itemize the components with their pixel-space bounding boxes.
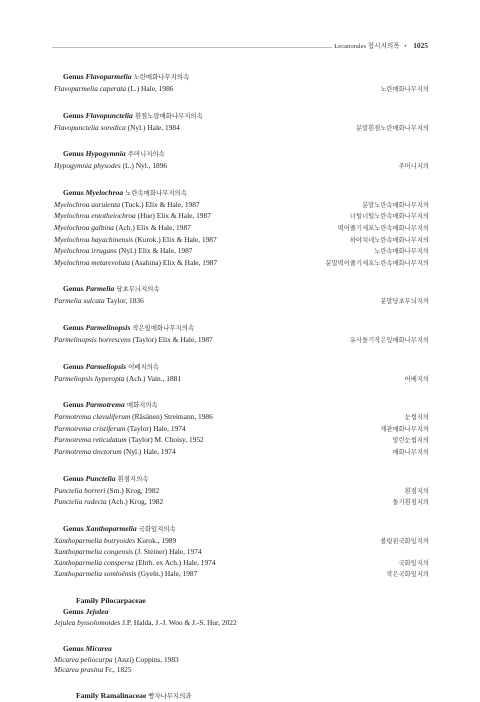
species-author: (Asahina) Elix & Hale, 1987 — [130, 257, 218, 267]
genus-name: Parmelinopsis — [85, 322, 131, 332]
family-heading — [54, 690, 429, 702]
genus-prefix: Genus — [63, 149, 84, 159]
species-author: (Anzi) Coppins, 1983 — [112, 654, 179, 664]
species-list — [54, 71, 429, 702]
genus-korean-name: 매화지의속 — [126, 401, 158, 410]
species-row — [54, 258, 429, 270]
species-author: (Nyl.) Hale, 1984 — [125, 122, 180, 132]
species-name: Parmotrema cristiferum — [54, 423, 126, 433]
genus-korean-name: 노란매화나무지의속 — [133, 73, 190, 81]
genus-section — [54, 283, 429, 308]
species-row — [54, 435, 429, 447]
species-entry — [54, 223, 191, 234]
genus-section — [54, 71, 429, 96]
genus-heading — [54, 71, 429, 83]
species-entry — [54, 235, 217, 246]
species-entry — [54, 435, 204, 446]
species-author: J.P. Halda, J.-J. Woo & J.-S. Hur, 2022 — [120, 618, 237, 628]
genus-korean-name: 어베지의속 — [128, 362, 159, 371]
species-entry — [54, 665, 132, 676]
species-name: Flavopunctelia soredica — [54, 122, 126, 132]
species-name: Parmeliopsis hyperopta — [54, 373, 125, 383]
species-row — [54, 374, 429, 386]
genus-section — [54, 473, 429, 509]
genus-heading — [54, 643, 429, 654]
genus-heading — [54, 110, 429, 122]
species-row — [54, 665, 429, 676]
species-entry — [54, 618, 237, 629]
species-name: Xanthoparmelia botryoides — [54, 535, 136, 545]
genus-name: Xanthoparmelia — [85, 523, 137, 533]
genus-section — [54, 322, 429, 347]
species-name: Parmotrema reticulatum — [54, 435, 127, 445]
species-name: Parmotrema clavuliferum — [54, 412, 131, 422]
species-row — [54, 123, 429, 135]
genus-korean-name: 노란속매화나무지의속 — [125, 188, 187, 197]
species-row — [54, 200, 429, 212]
species-author: Kurok., 1989 — [135, 535, 177, 545]
species-entry — [54, 497, 163, 508]
family-heading: Family Pilocarpaceae — [76, 596, 146, 606]
species-row — [54, 211, 429, 223]
genus-korean-name: 국화잎지의속 — [138, 524, 176, 533]
species-korean-name: 눈썹지의 — [404, 414, 429, 422]
genus-name: Flavoparmelia — [85, 72, 132, 81]
species-name: Hypogymnia physodes — [54, 161, 121, 171]
species-name: Myelochroa irrugans — [54, 246, 117, 256]
genus-name: Flavopunctelia — [85, 110, 133, 120]
genus-name: Myelochroa — [85, 187, 124, 197]
species-name: Myelochroa hayachinensis — [54, 234, 134, 244]
species-name: Xanthoparmelia congensis — [54, 547, 134, 557]
genus-prefix: Genus — [63, 187, 84, 197]
species-author: (Räsänen) Streimann, 1986 — [130, 412, 213, 422]
species-entry — [54, 258, 217, 269]
species-row — [54, 335, 429, 347]
genus-prefix: Genus — [63, 400, 84, 410]
species-author: Taylor, 1836 — [104, 296, 144, 306]
species-row — [54, 497, 429, 509]
species-name: Xanthoparmelia somloënsis — [54, 569, 137, 579]
species-korean-name: 노란매화나무지의 — [380, 86, 429, 93]
genus-section — [54, 523, 429, 581]
species-name: Jejulea byssolomoides — [54, 618, 121, 628]
species-author: (L.) Hale, 1986 — [126, 84, 174, 93]
species-row — [54, 618, 429, 629]
genus-heading — [54, 606, 429, 617]
genus-heading — [54, 148, 429, 160]
species-name: Flavoparmelia caperata — [54, 84, 127, 93]
species-name: Parmotrema tinctorum — [54, 446, 122, 456]
running-head — [334, 40, 428, 50]
genus-prefix: Genus — [63, 473, 84, 483]
species-name: Xanthoparmelia conspersa — [54, 557, 134, 567]
species-author: (Nyl.) Elix & Hale, 1987 — [116, 246, 193, 256]
species-row — [54, 558, 429, 570]
species-korean-name: 볼링핀국화잎지의 — [380, 537, 429, 545]
species-row — [54, 223, 429, 235]
genus-heading — [54, 523, 429, 535]
genus-prefix: Genus — [63, 72, 84, 81]
species-entry — [54, 84, 173, 95]
header-rule — [52, 47, 332, 48]
species-entry — [54, 200, 200, 211]
species-row — [54, 84, 429, 96]
species-name: Punctelia borreri — [54, 485, 106, 495]
species-entry — [54, 335, 213, 346]
species-korean-name: 국화잎지의 — [398, 559, 429, 567]
species-korean-name: 어베지의 — [404, 375, 429, 383]
genus-section — [54, 110, 429, 135]
species-korean-name: 분말떡어줄기세포노란속매화나무지의 — [325, 259, 429, 267]
species-author: (Ehrh. ex Ach.) Hale, 1974 — [133, 557, 216, 567]
species-korean-name: 흰점지의 — [404, 487, 429, 495]
species-row — [54, 569, 429, 581]
species-entry — [54, 123, 180, 134]
genus-name: Hypogymnia — [85, 149, 126, 159]
genus-name: Parmotrema — [85, 400, 125, 410]
species-row — [54, 655, 429, 666]
genus-korean-name: 작은잎매화나무지의속 — [132, 323, 195, 332]
species-entry — [54, 296, 144, 307]
running-head-section: Lecanorales 첩시지의목 — [334, 43, 400, 50]
species-name: Parmelinopsis horrescens — [54, 334, 131, 344]
species-korean-name: 돌기흰점지의 — [392, 499, 429, 507]
species-entry — [54, 374, 181, 385]
genus-prefix: Genus — [63, 361, 84, 371]
species-author: (L.) Nyl., 1896 — [120, 161, 168, 171]
genus-prefix: Genus — [63, 284, 84, 294]
genus-heading — [54, 473, 429, 485]
species-author: (Ach.) Vain., 1881 — [124, 373, 182, 383]
genus-name: Jejulea — [85, 607, 109, 617]
species-author: (Taylor) M. Choisy, 1952 — [126, 435, 204, 445]
species-name: Myelochroa entotheiochroa — [54, 211, 136, 221]
species-row — [54, 412, 429, 424]
genus-prefix: Genus — [63, 523, 84, 533]
species-entry — [54, 412, 213, 423]
species-author: (Sm.) Krog, 1982 — [105, 485, 160, 495]
genus-heading — [54, 322, 429, 334]
species-entry — [54, 211, 211, 222]
species-korean-name: 노란속매화나무지의 — [374, 248, 429, 256]
genus-name: Micarea — [85, 643, 112, 653]
species-entry — [54, 536, 176, 547]
species-entry — [54, 547, 202, 558]
genus-prefix: Genus — [63, 322, 84, 332]
species-name: Parmelia sulcata — [54, 296, 105, 306]
genus-heading — [54, 187, 429, 199]
species-entry — [54, 558, 216, 569]
species-author: (Ach.) Krog, 1982 — [106, 497, 164, 507]
species-author: (Hue) Elix & Hale, 1987 — [135, 211, 211, 221]
species-korean-name: 주머니지의 — [398, 163, 429, 171]
species-row — [54, 246, 429, 258]
genus-section — [54, 361, 429, 386]
species-name: Myelochroa aurulenta — [54, 199, 121, 209]
species-author: (Nyl.) Hale, 1974 — [121, 446, 176, 456]
genus-prefix: Genus — [63, 643, 84, 653]
species-row — [54, 486, 429, 498]
species-author: (Taylor) Elix & Hale, 1987 — [130, 334, 213, 344]
species-author: (Ach.) Elix & Hale, 1987 — [113, 222, 191, 232]
species-author: (Gyeln.) Hale, 1987 — [136, 569, 198, 579]
species-entry — [54, 447, 176, 458]
species-author: (Taylor) Hale, 1974 — [125, 423, 186, 433]
species-korean-name: 떡어줄기세포노란속매화나무지의 — [337, 224, 429, 232]
species-row — [54, 161, 429, 173]
genus-prefix: Genus — [63, 110, 84, 120]
species-name: Micarea prasina — [54, 665, 104, 675]
bullet-separator: • — [404, 43, 407, 50]
species-entry — [54, 655, 179, 666]
page-number: 1025 — [413, 41, 428, 50]
species-korean-name: 계관매화나무지의 — [380, 425, 429, 433]
genus-name: Parmelia — [85, 284, 115, 294]
species-korean-name: 망린눈썹지의 — [392, 437, 429, 445]
species-entry — [54, 161, 167, 172]
genus-heading — [54, 283, 429, 295]
species-entry — [54, 246, 193, 257]
genus-prefix: Genus — [63, 607, 84, 617]
genus-section — [54, 643, 429, 676]
species-korean-name: 분말흰점노란매화나무지의 — [356, 124, 429, 132]
species-korean-name: 작은국화잎지의 — [386, 571, 429, 579]
genus-name: Punctelia — [85, 473, 116, 483]
species-korean-name: 분말노란속매화나무지의 — [362, 201, 429, 209]
family-korean-name: 빵자나무지의과 — [148, 691, 192, 700]
species-name: Micarea peliocarpa — [54, 654, 113, 664]
species-name: Myelochroa galbina — [54, 222, 114, 232]
species-row — [54, 447, 429, 459]
species-name: Myelochroa metarevoluta — [54, 257, 131, 267]
genus-section — [54, 148, 429, 173]
species-author: (J. Steiner) Hale, 1974 — [133, 547, 202, 557]
species-author: (Tuck.) Elix & Hale, 1987 — [120, 199, 200, 209]
genus-heading — [54, 361, 429, 373]
species-name: Punctelia rudecta — [54, 497, 107, 507]
genus-korean-name: 주머니지의속 — [127, 150, 165, 159]
genus-section — [54, 399, 429, 458]
genus-name: Parmeliopsis — [85, 361, 127, 371]
species-row — [54, 235, 429, 247]
species-author: (Kurok.) Elix & Hale, 1987 — [133, 234, 217, 244]
species-row — [54, 536, 429, 548]
genus-section — [54, 187, 429, 270]
species-korean-name: 하야치네노란속매화나무지의 — [349, 236, 429, 244]
species-korean-name: 유사돌기작은잎매화나무지의 — [349, 336, 429, 344]
species-korean-name: 너털너털노란속매화나무지의 — [349, 213, 429, 221]
species-korean-name: 매화나무지의 — [392, 448, 429, 456]
family-label: Family Ramalinaceae — [76, 690, 147, 700]
genus-korean-name: 흰점지의속 — [117, 474, 149, 483]
species-row — [54, 547, 429, 558]
species-row — [54, 424, 429, 436]
genus-heading — [54, 399, 429, 411]
species-entry — [54, 424, 186, 435]
species-author: Fr., 1825 — [103, 665, 132, 675]
species-korean-name: 분말당초무늬지의 — [380, 298, 429, 306]
genus-section — [54, 595, 429, 629]
species-row — [54, 296, 429, 308]
species-entry — [54, 569, 197, 580]
species-entry — [54, 486, 159, 497]
genus-korean-name: 당초무늬지의속 — [116, 285, 160, 294]
genus-korean-name: 흰점노랑매화나무지의속 — [134, 111, 203, 120]
